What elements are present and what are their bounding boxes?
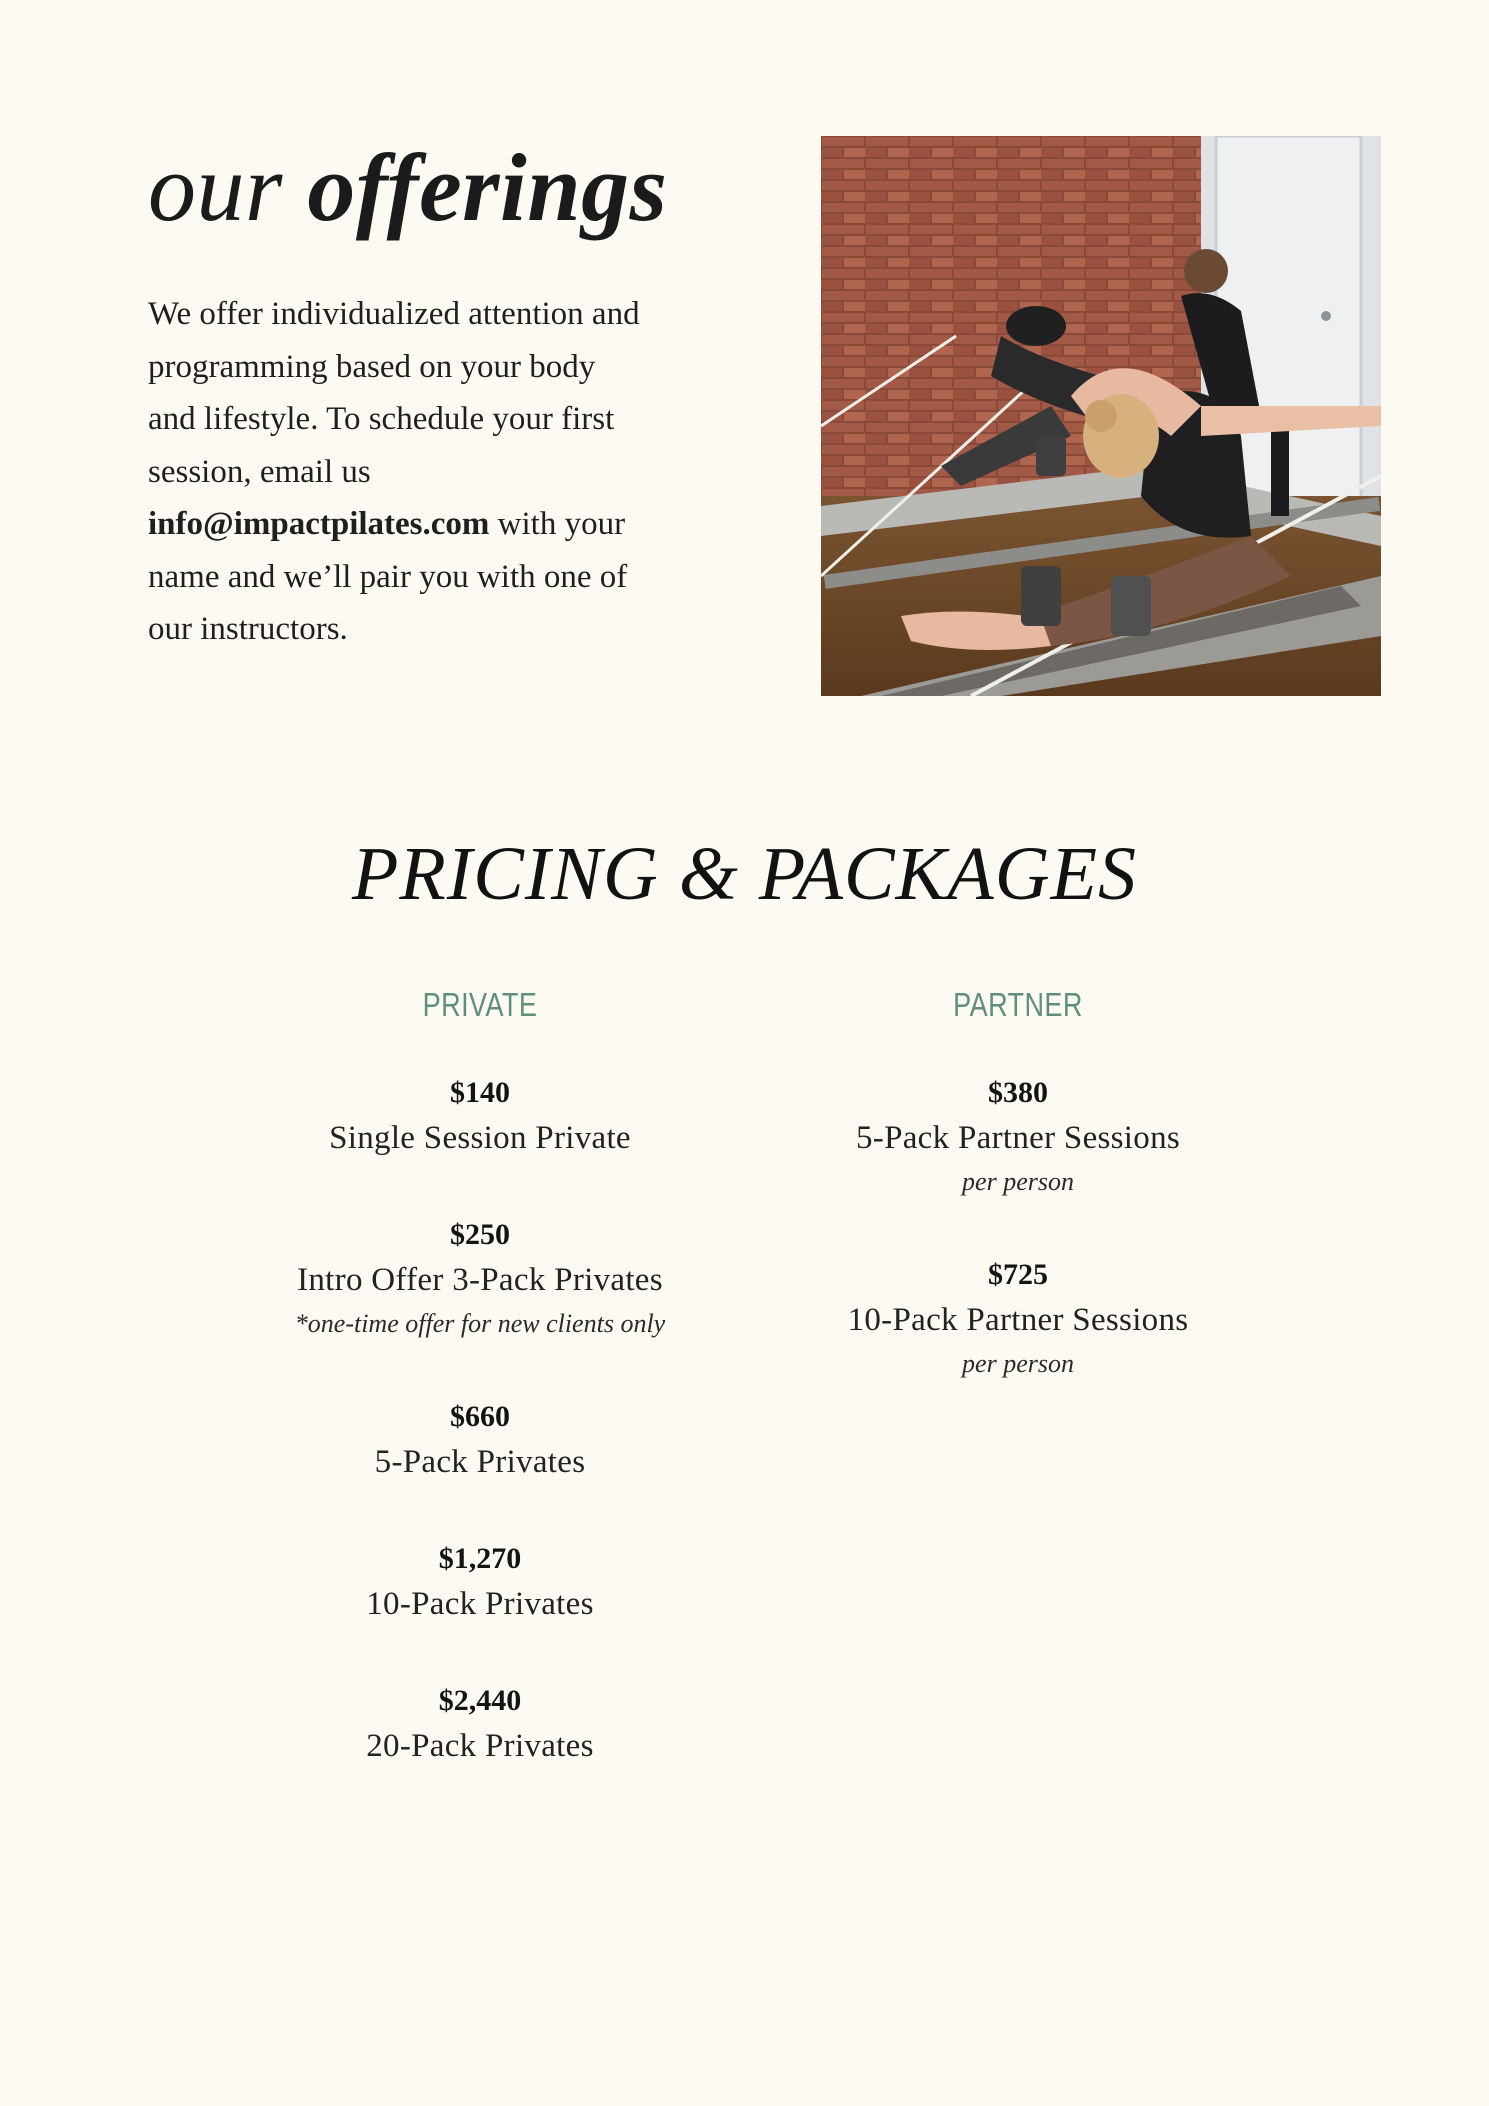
title-bold: offerings bbox=[307, 134, 668, 241]
partner-column bbox=[718, 980, 1318, 1436]
price-item bbox=[718, 1254, 1318, 1384]
package-label: Intro Offer 3-Pack Privates bbox=[297, 1262, 663, 1298]
price: $1,270 bbox=[438, 1542, 522, 1575]
package-label: 20-Pack Privates bbox=[366, 1728, 594, 1764]
price-item bbox=[718, 1072, 1318, 1202]
price-item bbox=[180, 1396, 780, 1486]
price-item bbox=[180, 1680, 780, 1770]
email-link[interactable]: info@impactpilates.com bbox=[148, 506, 490, 542]
package-label: 5-Pack Partner Sessions bbox=[855, 1120, 1181, 1156]
price: $725 bbox=[988, 1258, 1048, 1291]
price-item bbox=[180, 1538, 780, 1628]
package-label: 10-Pack Partner Sessions bbox=[847, 1302, 1189, 1338]
page-title bbox=[148, 134, 668, 241]
private-column bbox=[180, 980, 780, 1822]
title-light: our bbox=[148, 134, 283, 241]
package-label: Single Session Private bbox=[329, 1120, 631, 1156]
intro-text-after: with your name and we’ll pair you with one of our instructors. bbox=[148, 506, 628, 647]
price-item bbox=[180, 1214, 780, 1344]
pricing-title: PRICING & PACKAGES bbox=[351, 832, 1137, 916]
pilates-reformer-photo bbox=[821, 136, 1381, 696]
private-heading: PRIVATE bbox=[422, 986, 538, 1023]
price: $380 bbox=[988, 1076, 1048, 1109]
price: $660 bbox=[450, 1400, 510, 1433]
partner-heading: PARTNER bbox=[953, 986, 1083, 1023]
intro-text-before: We offer individualized attention and programming based on your body and lifestyle. To schedule your first session, email us bbox=[148, 296, 640, 490]
package-note: per person bbox=[962, 1349, 1074, 1378]
package-note: per person bbox=[962, 1167, 1074, 1196]
price: $250 bbox=[450, 1218, 510, 1251]
package-note: *one-time offer for new clients only bbox=[294, 1309, 666, 1338]
price: $2,440 bbox=[438, 1684, 522, 1717]
price: $140 bbox=[450, 1076, 510, 1109]
price-item bbox=[180, 1072, 780, 1162]
package-label: 10-Pack Privates bbox=[366, 1586, 594, 1622]
intro-paragraph bbox=[148, 288, 648, 656]
package-label: 5-Pack Privates bbox=[374, 1444, 586, 1480]
